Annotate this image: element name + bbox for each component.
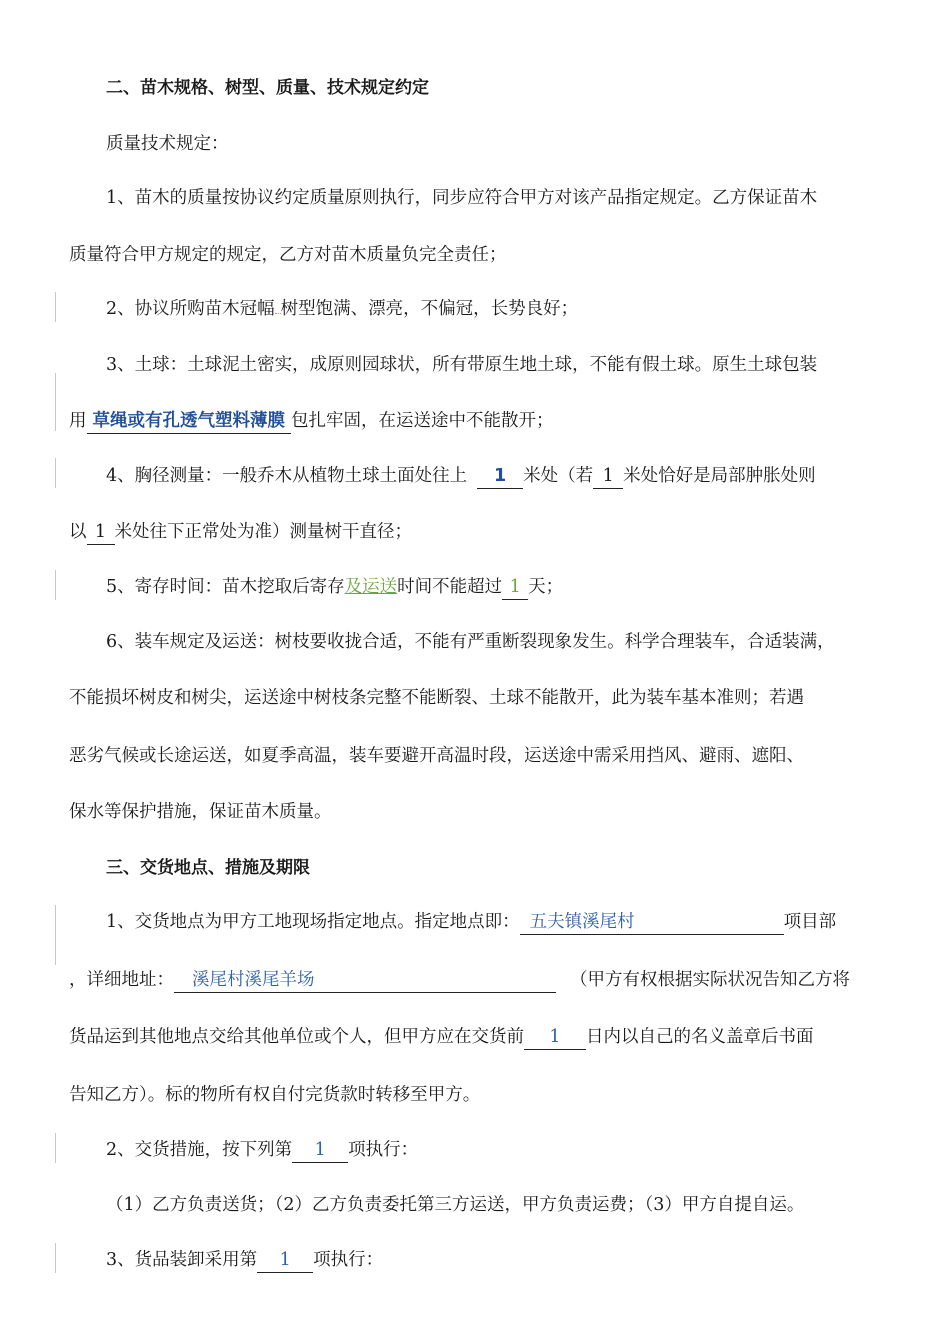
paragraph-line: 1、交货地点为甲方工地现场指定地点。指定地点即： 五夫镇溪尾村 项目部	[0, 907, 950, 937]
fill-in-address[interactable]: 溪尾村溪尾羊场	[174, 968, 556, 993]
paragraph-line: 货品运到其他地点交给其他单位或个人，但甲方应在交货前 1 日内以自己的名义盖章后书面	[0, 1022, 950, 1052]
section-heading-3: 三、交货地点、措施及期限	[106, 858, 310, 878]
fill-in-days-before[interactable]: 1	[524, 1025, 586, 1050]
paragraph-line: 告知乙方）。标的物所有权自付完货款时转移至甲方。	[69, 1085, 481, 1105]
paragraph-line: （1）乙方负责送货；（2）乙方负责委托第三方运送，甲方负责运费；（3）甲方自提自运。	[106, 1195, 805, 1215]
inserted-text: 及运送	[344, 577, 398, 597]
paragraph-line: 2、协议所购苗木冠幅 树型饱满、漂亮，不偏冠，长势良好；	[106, 299, 579, 319]
subheading-quality: 质量技术规定：	[106, 134, 229, 154]
fill-in-days[interactable]: 1	[502, 575, 528, 600]
paragraph-line: 1、苗木的质量按协议约定质量原则执行，同步应符合甲方对该产品指定规定。乙方保证苗木	[106, 188, 818, 208]
fill-in-delivery-place[interactable]: 五夫镇溪尾村	[520, 910, 784, 935]
paragraph-line: 恶劣气候或长途运送，如夏季高温，装车要避开高温时段，运送途中需采用挡风、避雨、遮阳、	[69, 746, 804, 766]
fill-in-packaging[interactable]: 草绳或有孔透气塑料薄膜	[87, 409, 292, 434]
paragraph-line: 5、寄存时间：苗木挖取后寄存及运送时间不能超过 1 天；	[0, 572, 950, 602]
paragraph-line: 3、货品装卸采用第 1 项执行：	[0, 1245, 950, 1275]
paragraph-line: 以 1 米处往下正常处为准）测量树干直径；	[0, 517, 950, 547]
paragraph-line: 质量符合甲方规定的规定，乙方对苗木质量负完全责任；	[69, 245, 507, 265]
fill-in-height[interactable]: 1	[477, 464, 523, 489]
paragraph-line: 保水等保护措施，保证苗木质量。	[69, 802, 332, 822]
paragraph-line: 4、胸径测量：一般乔木从植物土球土面处往上 1 米处（若 1 米处恰好是局部肿胀处则	[0, 461, 950, 491]
paragraph-line: 3、土球：土球泥土密实，成原则园球状，所有带原生地土球，不能有假土球。原生土球包装	[106, 355, 818, 375]
fill-in-height[interactable]: 1	[593, 464, 623, 489]
paragraph-line: 6、装车规定及运送：树枝要收拢合适，不能有严重断裂现象发生。科学合理装车，合适装满，	[106, 632, 835, 652]
paragraph-line: 不能损坏树皮和树尖，运送途中树枝条完整不能断裂、土球不能散开，此为装车基本准则；若遇	[69, 688, 804, 708]
paragraph-line: 2、交货措施，按下列第 1 项执行：	[0, 1135, 950, 1165]
fill-in-delivery-option[interactable]: 1	[292, 1138, 348, 1163]
paragraph-line: ，详细地址： 溪尾村溪尾羊场 （甲方有权根据实际状况告知乙方将	[0, 965, 950, 995]
fill-in-height[interactable]: 1	[87, 520, 115, 545]
paragraph-line: 用 草绳或有孔透气塑料薄膜 包扎牢固，在运送途中不能散开；	[0, 406, 950, 436]
fill-in-loading-option[interactable]: 1	[257, 1248, 313, 1273]
section-heading-2: 二、苗木规格、树型、质量、技术规定约定	[106, 78, 429, 98]
